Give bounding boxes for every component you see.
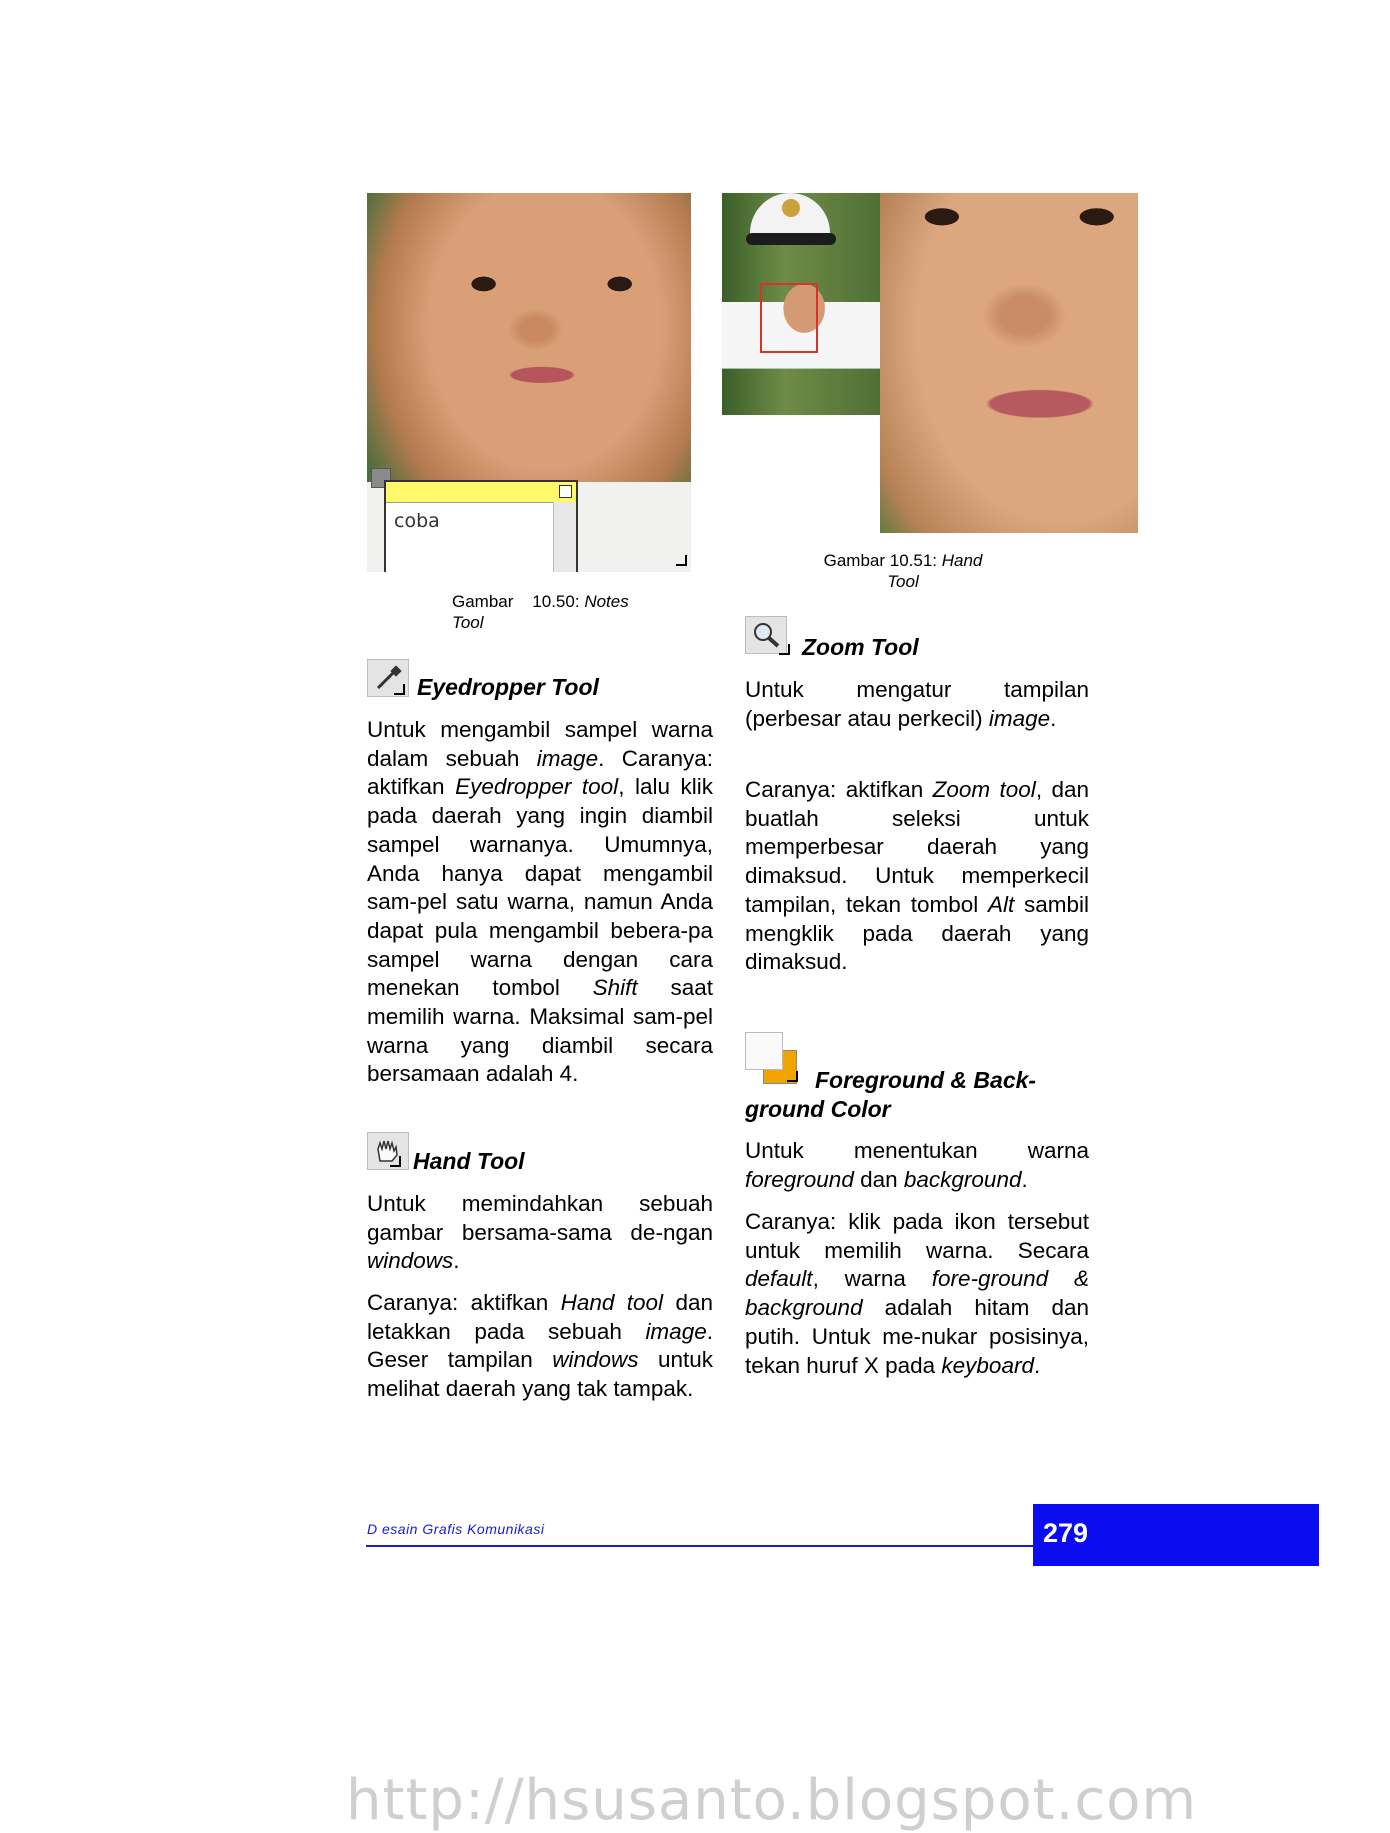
corner-marker-icon — [676, 555, 687, 566]
section-title-colors-line1: Foreground & Back- — [815, 1067, 1037, 1093]
paragraph-zoom-2: Caranya: aktifkan Zoom tool, dan buatlah seleksi untuk memperbesar daerah yang dimaksud. Untuk memperkecil tampilan, tekan tombol Alt sambil mengklik pada daerah yang dimaksud. — [745, 777, 1089, 975]
hand-tool-photo-large — [880, 193, 1138, 533]
italic-term: fore-ground & background — [745, 1266, 1089, 1321]
section-title-colors-line2: ground Color — [745, 1096, 891, 1122]
note-title-bar — [386, 482, 576, 503]
paragraph-eyedropper: Untuk mengambil sampel warna dalam sebuah image. Caranya: aktifkan Eyedropper tool, lalu klik pada daerah yang ingin diambil sampel warnanya. Umumnya, Anda hanya dapat mengambil sam-pel satu warna, namun Anda dapat pula mengambil bebera-pa sampel warna dengan cara menekan tombol Shift saat memilih warna. Maksimal sam-pel warna yang diambil secara bersamaan adalah 4. — [367, 717, 713, 1087]
italic-term: Eyedropper tool — [455, 774, 619, 800]
note-text: coba — [394, 510, 440, 532]
italic-term: windows — [367, 1248, 454, 1274]
paragraph-colors-1: Untuk menentukan warna foreground dan background. — [745, 1138, 1089, 1192]
note-scrollbar — [553, 502, 576, 572]
corner-marker-icon — [390, 1156, 401, 1167]
italic-term: image — [988, 705, 1051, 731]
selection-rectangle — [760, 283, 818, 353]
corner-marker-icon — [779, 644, 790, 655]
section-title-eyedropper: Eyedropper Tool — [417, 674, 599, 700]
hand-tool-photo-small — [722, 193, 880, 415]
cap-visor — [746, 233, 836, 245]
close-icon — [559, 485, 572, 498]
italic-term: image — [536, 745, 599, 771]
italic-term: background — [903, 1166, 1022, 1192]
paragraph-hand-2: Caranya: aktifkan Hand tool dan letakkan pada sebuah image. Geser tampilan windows untuk melihat daerah yang tak tampak. — [367, 1290, 714, 1402]
section-title-zoom: Zoom Tool — [802, 634, 919, 660]
corner-marker-icon — [787, 1071, 798, 1082]
italic-term: Zoom tool — [932, 777, 1036, 802]
italic-term: default — [745, 1266, 813, 1292]
page-number: 279 — [1043, 1518, 1089, 1548]
italic-term: Shift — [592, 975, 638, 1001]
paragraph-colors-2: Caranya: klik pada ikon tersebut untuk memilih warna. Secara default, warna fore-ground & background adalah hitam dan putih. Untuk me-nukar posisinya, tekan huruf X pada keyboard. — [745, 1209, 1089, 1378]
footer-rule — [366, 1545, 1033, 1547]
hand-icon — [367, 1132, 409, 1170]
figure-caption-hand: Gambar 10.51: Hand Tool — [823, 551, 983, 591]
italic-term: windows — [552, 1347, 639, 1373]
italic-term: Hand tool — [560, 1290, 664, 1315]
figure-caption-notes-italic: Notes Tool — [452, 592, 629, 632]
section-title-hand: Hand Tool — [413, 1148, 525, 1174]
book-title: D esain Grafis Komunikasi — [367, 1521, 545, 1537]
watermark-url: http://hsusanto.blogspot.com — [346, 1768, 1197, 1833]
figure-caption-hand-italic: Hand Tool — [887, 551, 983, 591]
paragraph-zoom-1: Untuk mengatur tampilan (perbesar atau perkecil) image. — [745, 677, 1089, 731]
italic-term: Alt — [988, 891, 1015, 917]
notes-tool-photo — [367, 193, 691, 572]
italic-term: keyboard — [941, 1352, 1034, 1378]
paragraph-hand-1: Untuk memindahkan sebuah gambar bersama-sama de-ngan windows. — [367, 1191, 713, 1274]
foreground-swatch — [745, 1032, 783, 1070]
note-window — [384, 480, 578, 572]
cap-badge — [782, 199, 800, 217]
corner-marker-icon — [394, 684, 405, 695]
italic-term: foreground — [745, 1166, 854, 1192]
italic-term: image — [645, 1318, 707, 1344]
figure-caption-notes: Gambar 10.50: Notes Tool — [452, 592, 629, 632]
